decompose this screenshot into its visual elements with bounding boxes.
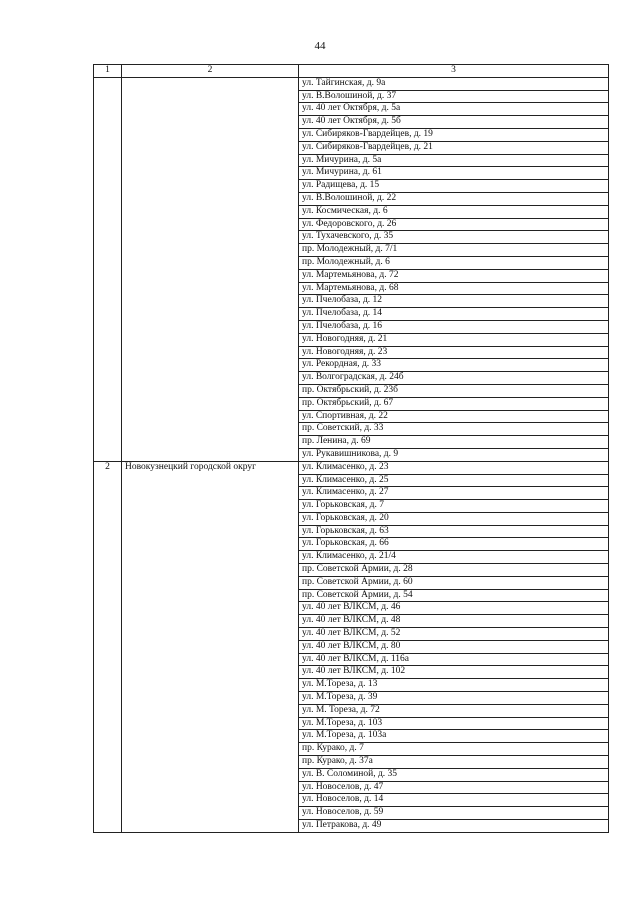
address-cell: ул. Мартемьянова, д. 68 <box>299 282 609 295</box>
column-header-1: 1 <box>94 65 122 78</box>
column-header-3: 3 <box>299 65 609 78</box>
address-cell: ул. Космическая, д. 6 <box>299 205 609 218</box>
address-table <box>93 64 609 833</box>
address-cell: ул. Пчелобаза, д. 14 <box>299 308 609 321</box>
address-cell: ул. Пчелобаза, д. 16 <box>299 320 609 333</box>
address-cell: ул. Сибиряков-Гвардейцев, д. 19 <box>299 128 609 141</box>
address-cell: ул. М.Тореза, д. 13 <box>299 679 609 692</box>
address-cell: ул. Новогодняя, д. 23 <box>299 346 609 359</box>
address-cell: ул. В.Волошиной, д. 22 <box>299 192 609 205</box>
table-row <box>94 461 609 474</box>
address-cell: пр. Курако, д. 37а <box>299 756 609 769</box>
address-cell: ул. Новоселов, д. 47 <box>299 781 609 794</box>
address-cell: ул. Мартемьянова, д. 72 <box>299 269 609 282</box>
table-row <box>94 77 609 90</box>
address-cell: ул. Петракова, д. 49 <box>299 820 609 833</box>
address-cell: ул. М. Тореза, д. 72 <box>299 704 609 717</box>
address-cell: ул. Тайгинская, д. 9а <box>299 77 609 90</box>
address-cell: ул. Сибиряков-Гвардейцев, д. 21 <box>299 141 609 154</box>
address-cell: ул. Горьковская, д. 7 <box>299 500 609 513</box>
address-cell: ул. Мичурина, д. 61 <box>299 167 609 180</box>
column-header-2: 2 <box>122 65 299 78</box>
address-cell: ул. 40 лет ВЛКСМ, д. 116а <box>299 653 609 666</box>
address-cell: ул. Горьковская, д. 63 <box>299 525 609 538</box>
address-cell: ул. Климасенко, д. 21/4 <box>299 551 609 564</box>
address-cell: ул. Пчелобаза, д. 12 <box>299 295 609 308</box>
address-cell: ул. М.Тореза, д. 103а <box>299 730 609 743</box>
address-cell: пр. Курако, д. 7 <box>299 743 609 756</box>
address-cell: ул. Новогодняя, д. 21 <box>299 333 609 346</box>
address-cell: ул. М.Тореза, д. 103 <box>299 717 609 730</box>
address-cell: ул. Горьковская, д. 20 <box>299 512 609 525</box>
address-cell: ул. Климасенко, д. 25 <box>299 474 609 487</box>
address-cell: ул. 40 лет ВЛКСМ, д. 48 <box>299 615 609 628</box>
address-cell: пр. Ленина, д. 69 <box>299 436 609 449</box>
address-cell: ул. Новоселов, д. 14 <box>299 794 609 807</box>
address-cell: ул. Тухачевского, д. 35 <box>299 231 609 244</box>
address-cell: ул. 40 лет Октября, д. 5б <box>299 116 609 129</box>
address-cell: ул. 40 лет ВЛКСМ, д. 52 <box>299 628 609 641</box>
municipality-cell: Новокузнецкий городской округ <box>122 461 299 832</box>
address-cell: ул. В. Соломиной, д. 35 <box>299 768 609 781</box>
address-cell: ул. Новоселов, д. 59 <box>299 807 609 820</box>
address-cell: пр. Советской Армии, д. 28 <box>299 564 609 577</box>
address-cell: ул. В.Волошиной, д. 37 <box>299 90 609 103</box>
address-cell: ул. Волгоградская, д. 24б <box>299 372 609 385</box>
address-cell: пр. Советской Армии, д. 60 <box>299 576 609 589</box>
address-cell: ул. Спортивная, д. 22 <box>299 410 609 423</box>
address-cell: ул. 40 лет Октября, д. 5а <box>299 103 609 116</box>
address-cell: пр. Молодежный, д. 7/1 <box>299 244 609 257</box>
table-body <box>94 77 609 832</box>
address-cell: ул. 40 лет ВЛКСМ, д. 102 <box>299 666 609 679</box>
address-cell: пр. Октябрьский, д. 67 <box>299 397 609 410</box>
address-cell: пр. Советский, д. 33 <box>299 423 609 436</box>
address-cell: ул. Климасенко, д. 23 <box>299 461 609 474</box>
address-cell: ул. Горьковская, д. 66 <box>299 538 609 551</box>
address-cell: ул. 40 лет ВЛКСМ, д. 46 <box>299 602 609 615</box>
address-cell: ул. 40 лет ВЛКСМ, д. 80 <box>299 640 609 653</box>
address-cell: ул. Радищева, д. 15 <box>299 180 609 193</box>
page-number: 44 <box>314 40 326 52</box>
address-cell: ул. Мичурина, д. 5а <box>299 154 609 167</box>
address-cell: пр. Советской Армии, д. 54 <box>299 589 609 602</box>
address-cell: ул. Рукавишникова, д. 9 <box>299 448 609 461</box>
table-header-row <box>94 65 609 78</box>
address-cell: ул. Федоровского, д. 26 <box>299 218 609 231</box>
address-cell: пр. Октябрьский, д. 23б <box>299 384 609 397</box>
row-number-cell <box>94 77 122 461</box>
municipality-cell <box>122 77 299 461</box>
address-cell: ул. М.Тореза, д. 39 <box>299 692 609 705</box>
row-number-cell: 2 <box>94 461 122 832</box>
address-cell: ул. Рекордная, д. 33 <box>299 359 609 372</box>
address-cell: ул. Климасенко, д. 27 <box>299 487 609 500</box>
address-cell: пр. Молодежный, д. 6 <box>299 256 609 269</box>
